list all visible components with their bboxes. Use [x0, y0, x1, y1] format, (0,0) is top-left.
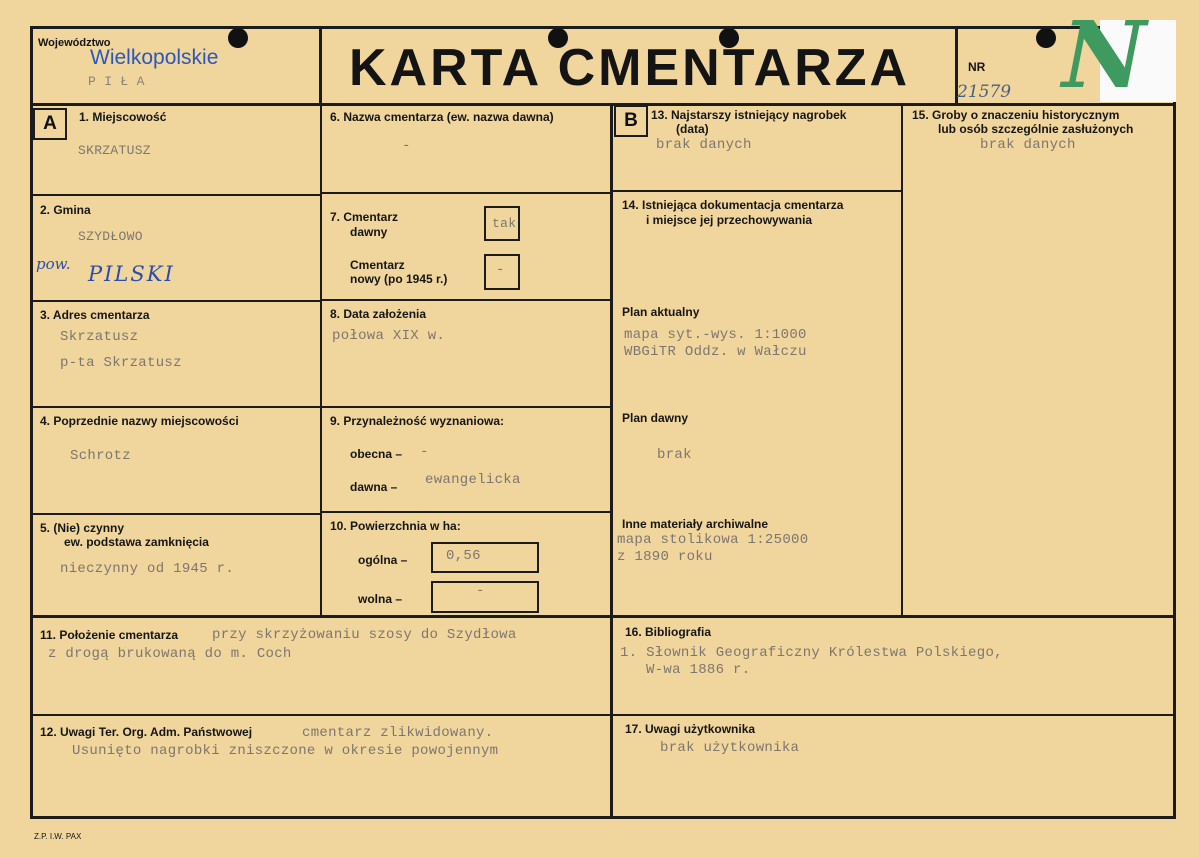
plan-current-value-1: mapa syt.-wys. 1:1000	[624, 327, 807, 343]
row-line-a2	[30, 300, 320, 302]
header-divider-1	[319, 26, 322, 106]
field-10-label: 10. Powierzchnia w ha:	[330, 519, 461, 533]
field-16-value-1: 1. Słownik Geograficzny Królestwa Polskiego,	[620, 645, 1003, 661]
field-9-former-value: ewangelicka	[425, 472, 521, 488]
plan-former-value: brak	[657, 447, 692, 463]
field-5-label-1: 5. (Nie) czynny	[40, 521, 125, 535]
field-3-label: 3. Adres cmentarza	[40, 308, 150, 322]
field-6-value: -	[402, 138, 411, 154]
field-15-value: brak danych	[980, 137, 1076, 153]
col-divider-1	[320, 103, 322, 618]
row-line-lower	[30, 714, 1176, 716]
field-5-value: nieczynny od 1945 r.	[60, 561, 235, 577]
field-17-value: brak użytkownika	[660, 740, 800, 756]
row-line-a3	[30, 406, 320, 408]
field-14-label-1: 14. Istniejąca dokumentacja cmentarza	[622, 198, 844, 212]
field-13-value: brak danych	[656, 137, 752, 153]
printer-footer: Z.P. I.W. PAX	[34, 832, 82, 841]
field-1-value: SKRZATUSZ	[78, 143, 151, 158]
field-15-label-1: 15. Groby o znaczeniu historycznym	[912, 108, 1120, 122]
nr-label: NR	[968, 60, 986, 74]
field-3-value-1: Skrzatusz	[60, 329, 139, 345]
binding-hole-4	[1036, 28, 1056, 48]
field-7-label-new-1: Cmentarz	[350, 258, 405, 272]
frame-bottom	[30, 816, 1176, 819]
field-2-label: 2. Gmina	[40, 203, 91, 217]
field-10-free-box	[431, 581, 539, 613]
col-divider-2	[610, 103, 613, 818]
field-13-label-2: (data)	[676, 122, 709, 136]
field-1-label: 1. Miejscowość	[79, 110, 167, 124]
row-line-b1	[612, 190, 901, 192]
section-a-badge: A	[33, 108, 67, 140]
field-7-label-old-2: dawny	[350, 225, 388, 239]
section-b-badge: B	[614, 105, 648, 137]
field-10-free-label: wolna –	[358, 592, 403, 606]
binding-hole-1	[228, 28, 248, 48]
field-8-label: 8. Data założenia	[330, 307, 427, 321]
voivodeship-sub: P I Ł A	[88, 74, 145, 89]
plan-current-value-2: WBGiTR Oddz. w Wałczu	[624, 344, 807, 360]
field-11-label: 11. Położenie cmentarza	[40, 628, 179, 642]
field-2-value: SZYDŁOWO	[78, 229, 143, 244]
field-9-former-label: dawna –	[350, 480, 398, 494]
field-13-label-1: 13. Najstarszy istniejący nagrobek	[651, 108, 847, 122]
plan-current-label: Plan aktualny	[622, 305, 700, 319]
field-9-current-value: -	[420, 444, 429, 460]
field-11-value-2: z drogą brukowaną do m. Coch	[48, 646, 292, 662]
row-line-m2	[320, 299, 611, 301]
field-15-label-2: lub osób szczególnie zasłużonych	[938, 122, 1134, 136]
frame-right	[1173, 26, 1176, 819]
header-bottom	[30, 103, 1176, 106]
field-4-value: Schrotz	[70, 448, 131, 464]
row-line-main-bottom	[30, 615, 1176, 618]
field-7-new-value: -	[496, 262, 505, 278]
row-line-a1	[30, 194, 320, 196]
field-10-free-value: -	[476, 583, 485, 599]
other-materials-value-1: mapa stolikowa 1:25000	[617, 532, 809, 548]
nr-value: 21579	[957, 82, 1012, 102]
field-7-old-value: tak	[492, 216, 517, 231]
field-7-label-new-2: nowy (po 1945 r.)	[350, 272, 448, 286]
field-7-label-old-1: 7. Cmentarz	[330, 210, 399, 224]
field-9-current-label: obecna –	[350, 447, 403, 461]
field-16-label: 16. Bibliografia	[625, 625, 712, 639]
field-10-total-label: ogólna –	[358, 553, 408, 567]
row-line-m1	[320, 192, 611, 194]
field-8-value: połowa XIX w.	[332, 328, 446, 344]
field-14-label-2: i miejsce jej przechowywania	[646, 213, 813, 227]
voivodeship-label: Województwo	[38, 37, 111, 49]
voivodeship-stamp: Wielkopolskie	[90, 46, 219, 69]
field-11-value-1: przy skrzyżowaniu szosy do Szydłowa	[212, 627, 517, 643]
field-16-value-2: W-wa 1886 r.	[646, 662, 751, 678]
field-6-label: 6. Nazwa cmentarza (ew. nazwa dawna)	[330, 110, 554, 124]
frame-left	[30, 26, 33, 819]
green-check-mark: N	[1062, 1, 1147, 109]
field-12-label: 12. Uwagi Ter. Org. Adm. Państwowej	[40, 725, 253, 739]
field-2-powiat-value: PILSKI	[88, 262, 175, 286]
field-9-label: 9. Przynależność wyznaniowa:	[330, 414, 505, 428]
plan-former-label: Plan dawny	[622, 411, 689, 425]
row-line-m4	[320, 511, 611, 513]
field-2-powiat-prefix: pow.	[36, 255, 71, 273]
other-materials-label: Inne materiały archiwalne	[622, 517, 769, 531]
frame-top	[30, 26, 1176, 29]
field-10-total-value: 0,56	[446, 548, 481, 564]
page-title: KARTA CMENTARZA	[349, 39, 911, 97]
row-line-m3	[320, 406, 611, 408]
field-3-value-2: p-ta Skrzatusz	[60, 355, 182, 371]
col-divider-3	[901, 103, 903, 617]
field-4-label: 4. Poprzednie nazwy miejscowości	[40, 414, 239, 428]
other-materials-value-2: z 1890 roku	[617, 549, 713, 565]
field-17-label: 17. Uwagi użytkownika	[625, 722, 756, 736]
field-5-label-2: ew. podstawa zamknięcia	[64, 535, 209, 549]
row-line-a4	[30, 513, 320, 515]
field-12-value-1: cmentarz zlikwidowany.	[302, 725, 494, 741]
field-12-value-2: Usunięto nagrobki zniszczone w okresie powojennym	[72, 743, 499, 759]
